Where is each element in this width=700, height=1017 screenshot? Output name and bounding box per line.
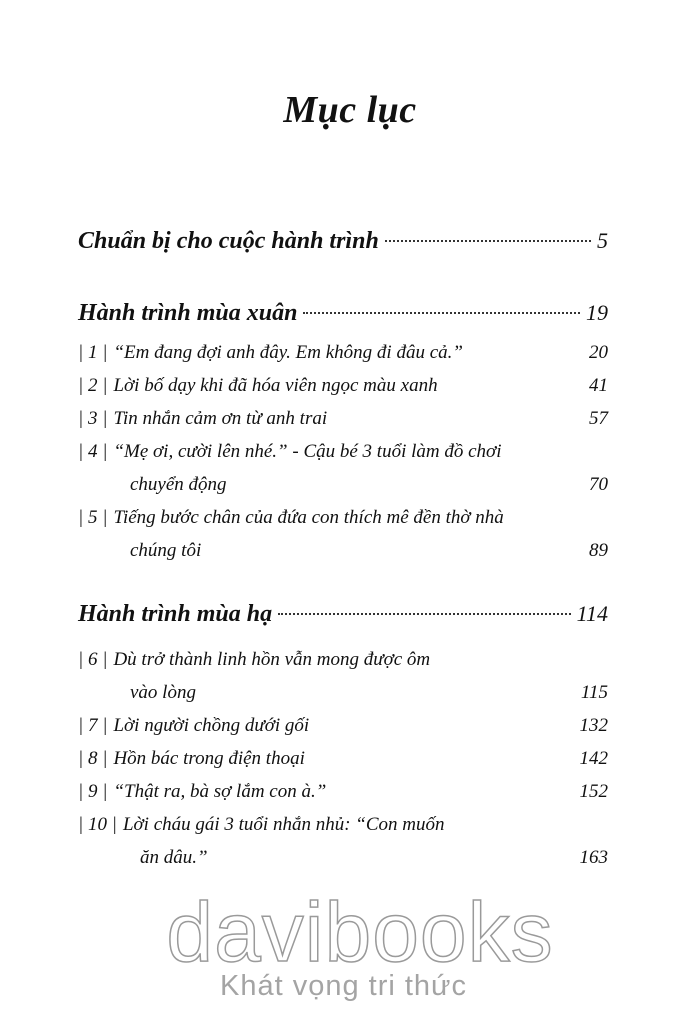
entry-title: Lời bố dạy khi đã hóa viên ngọc màu xanh	[113, 375, 438, 396]
toc-entry	[78, 501, 608, 567]
entry-title: “Mẹ ơi, cười lên nhé.” - Cậu bé 3 tuổi làm đồ chơi	[113, 441, 502, 462]
toc-entry	[78, 775, 608, 808]
toc-entry	[78, 643, 608, 709]
section-heading	[78, 228, 608, 264]
entry-number: | 6 |	[78, 649, 108, 670]
toc-entry	[78, 742, 608, 775]
entry-title: “Thật ra, bà sợ lắm con à.”	[113, 781, 327, 802]
entry-page-number: 89	[589, 540, 608, 561]
watermark-brand: davibooks	[166, 885, 554, 979]
entry-number: | 2 |	[78, 375, 108, 396]
section-heading	[78, 601, 608, 637]
entry-title: Lời người chồng dưới gối	[113, 715, 310, 736]
toc-entry	[78, 709, 608, 742]
toc-entry	[78, 435, 608, 501]
publisher-watermark	[0, 885, 700, 1003]
entry-page-number: 132	[579, 715, 608, 736]
section-page-number: 114	[576, 601, 608, 626]
entry-page-number: 163	[579, 847, 608, 868]
entry-title-continued: vào lòng	[130, 682, 196, 703]
entry-number: | 10 |	[78, 814, 117, 835]
section-title: Hành trình mùa hạ	[78, 601, 273, 627]
entry-number: | 9 |	[78, 781, 108, 802]
entry-title: Hồn bác trong điện thoại	[113, 748, 305, 769]
section-title: Hành trình mùa xuân	[78, 300, 298, 326]
dot-leader	[303, 312, 580, 314]
entry-title-continued: ăn dâu.”	[140, 847, 208, 868]
entry-page-number: 142	[579, 748, 608, 769]
entry-number: | 3 |	[78, 408, 108, 429]
entry-page-number: 57	[589, 408, 608, 429]
section-title: Chuẩn bị cho cuộc hành trình	[78, 228, 379, 254]
entry-number: | 7 |	[78, 715, 108, 736]
entry-number: | 8 |	[78, 748, 108, 769]
section-page-number: 5	[597, 228, 608, 253]
toc-entry	[78, 808, 608, 874]
entry-number: | 4 |	[78, 441, 108, 462]
page-title: Mục lục	[283, 89, 417, 131]
section-heading	[78, 300, 608, 336]
toc-entry	[78, 336, 608, 369]
entry-title: “Em đang đợi anh đây. Em không đi đâu cả.”	[113, 342, 463, 363]
entry-page-number: 115	[580, 682, 608, 703]
entry-number: | 1 |	[78, 342, 108, 363]
entry-page-number: 20	[589, 342, 608, 363]
table-of-contents	[78, 228, 608, 874]
entry-title: Tin nhắn cảm ơn từ anh trai	[113, 408, 328, 429]
entry-page-number: 152	[579, 781, 608, 802]
toc-entry	[78, 402, 608, 435]
toc-entry	[78, 369, 608, 402]
section-page-number: 19	[586, 300, 608, 325]
entry-number: | 5 |	[78, 507, 108, 528]
dot-leader	[278, 613, 571, 615]
watermark-tagline: Khát vọng tri thức	[220, 970, 467, 1002]
entry-title: Tiếng bước chân của đứa con thích mê đền thờ nhà	[113, 507, 504, 528]
entry-title: Dù trở thành linh hồn vẫn mong được ôm	[113, 649, 431, 670]
entry-title-continued: chúng tôi	[130, 540, 202, 561]
dot-leader	[385, 240, 591, 242]
entry-title-continued: chuyển động	[130, 474, 227, 495]
entry-page-number: 70	[589, 474, 608, 495]
entry-page-number: 41	[589, 375, 608, 396]
entry-title: Lời cháu gái 3 tuổi nhắn nhủ: “Con muốn	[122, 814, 445, 835]
